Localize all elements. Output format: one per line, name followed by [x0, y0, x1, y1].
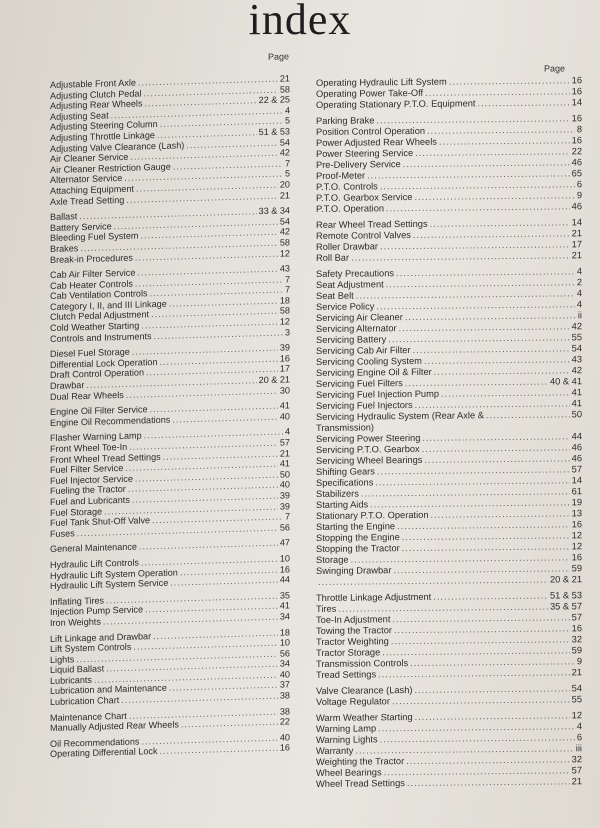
entry-page-number: 37 [279, 679, 290, 691]
entry-page-number: 17 [571, 239, 582, 250]
entry-page-number: 61 [571, 486, 582, 497]
entry-page-number: 22 [571, 146, 582, 157]
entry-label: Hydraulic Lift System Operation [50, 566, 178, 581]
dot-leader [351, 250, 570, 263]
entry-label: Rear Wheel Tread Settings [316, 218, 428, 230]
dot-leader [172, 411, 278, 425]
entry-page-number: 12 [279, 247, 290, 259]
dot-leader [392, 694, 570, 707]
entry-page-number: 46 [571, 157, 582, 168]
entry-label: Air Cleaner Restriction Gauge [50, 161, 171, 175]
entry-label: Fueling the Tractor [50, 484, 126, 497]
entry-label: Seat Belt [316, 290, 354, 301]
entry-page-number: 50 [279, 469, 290, 480]
entry-label: Injection Pump Service [50, 604, 144, 618]
index-group [50, 553, 290, 591]
index-group [50, 263, 290, 344]
entry-page-number: 57 [571, 765, 582, 776]
entry-page-number: 54 [279, 216, 290, 227]
entry-label: P.T.O. Gearbox Service [316, 191, 413, 203]
entry-page-number: 16 [279, 742, 290, 754]
entry-page-number: 59 [571, 563, 582, 574]
index-group [50, 627, 290, 708]
entry-label: Roll Bar [316, 252, 350, 263]
entry-page-number: 57 [279, 437, 290, 448]
entry-label: Tread Settings [316, 669, 377, 680]
page-column-header: Page [544, 63, 566, 74]
entry-label: Proof-Meter [316, 170, 366, 181]
entry-page-number: 30 [279, 384, 290, 396]
entry-label: Voltage Regulator [316, 696, 390, 707]
entry-page-number: 21 [571, 228, 582, 239]
entry-label: Valve Clearance (Lash) [316, 684, 413, 696]
entry-label: Tractor Weighting [316, 636, 389, 647]
index-entry [316, 694, 582, 708]
entry-label: P.T.O. Operation [316, 203, 385, 214]
entry-label: Starting the Engine [316, 521, 396, 532]
entry-label: Axle Tread Setting [50, 194, 125, 207]
entry-page-number: 40 [279, 669, 290, 680]
index-group [316, 75, 582, 111]
entry-label: Category I, II, and III Linkage [50, 298, 167, 312]
entry-page-number: iii [575, 743, 582, 754]
entry-label: Shifting Gears [316, 466, 375, 477]
entry-label: Front Wheel Toe-In [50, 441, 128, 454]
entry-page-number: 16 [279, 353, 290, 364]
entry-page-number: 12 [279, 316, 290, 327]
index-group [316, 113, 582, 215]
entry-label: Servicing Air Cleaner [316, 312, 403, 323]
index-group [50, 706, 290, 734]
entry-label: Wheel Bearings [316, 767, 382, 778]
entry-page-number: 41 [571, 398, 582, 409]
entry-page-number: 46 [571, 201, 582, 212]
entry-page-number: 54 [279, 136, 290, 148]
entry-page-number: 2 [576, 277, 582, 288]
entry-page-number: 33 & 34 [258, 205, 290, 217]
entry-label: Seat Adjustment [316, 279, 384, 290]
entry-label: Bleeding Fuel System [50, 230, 139, 244]
index-group [50, 732, 290, 760]
entry-page-number: 4 [576, 721, 582, 732]
entry-label: Cab Air Filter Service [50, 267, 136, 281]
entry-label: Iron Weights [50, 616, 101, 628]
entry-page-number: 16 [571, 135, 582, 146]
entry-page-number: 40 [279, 479, 290, 490]
dot-leader [407, 776, 570, 789]
entry-label: Fuel Injector Service [50, 473, 133, 486]
index-group [50, 401, 290, 429]
entry-label: Lift System Controls [50, 641, 132, 655]
entry-label: Brakes [50, 243, 79, 254]
entry-page-number: 39 [279, 342, 290, 353]
entry-page-number: 4 [284, 105, 290, 116]
index-group [316, 217, 582, 264]
entry-label: Towing the Tractor [316, 625, 392, 636]
entry-label: Operating Stationary P.T.O. Equipment [316, 98, 476, 110]
entry-page-number: 4 [576, 288, 582, 299]
entry-label: Starting Aids [316, 499, 369, 510]
entry-label: Alternator Service [50, 173, 123, 186]
entry-label: Fuel Tank Shut-Off Valve [50, 515, 151, 529]
entry-label: Controls and Instruments [50, 330, 152, 344]
dot-leader [170, 575, 278, 589]
entry-label: Servicing Battery [316, 334, 387, 345]
dot-leader [478, 97, 570, 109]
entry-page-number: 16 [571, 86, 582, 97]
entry-label: Pre-Delivery Service [316, 159, 401, 170]
index-group [316, 710, 582, 790]
entry-label: Storage [316, 554, 349, 565]
entry-page-number: 5 [284, 168, 290, 179]
entry-label: Stationary P.T.O. Operation [316, 509, 429, 521]
entry-label: Servicing Hydraulic System (Rear Axle & [316, 410, 484, 422]
entry-page-number: 39 [279, 500, 290, 512]
entry-label: Warm Weather Starting [316, 711, 413, 723]
entry-label: Servicing Fuel Injectors [316, 399, 413, 411]
index-group [50, 538, 290, 555]
entry-label: Transmission Controls [316, 658, 409, 669]
entry-page-number: 16 [571, 75, 582, 86]
entry-page-number: 12 [571, 541, 582, 552]
entry-page-number: 8 [576, 124, 582, 135]
entry-label: Warranty [316, 745, 354, 756]
entry-page-number: 14 [571, 475, 582, 486]
entry-label: Draft Control Operation [50, 367, 145, 381]
entry-label: Cab Ventilation Controls [50, 288, 148, 302]
entry-page-number: 42 [571, 321, 582, 332]
entry-label: Servicing P.T.O. Gearbox [316, 443, 420, 455]
entry-label: Safety Precautions [316, 268, 395, 279]
entry-page-number: 41 [279, 458, 290, 469]
entry-page-number: 54 [571, 343, 582, 354]
entry-page-number: 22 & 25 [258, 94, 290, 106]
entry-page-number: 6 [576, 732, 582, 743]
index-entry [316, 97, 582, 111]
entry-label: Remote Control Valves [316, 230, 411, 241]
entry-page-number: 50 [571, 409, 582, 420]
entry-label: Swinging Drawbar [316, 565, 392, 576]
entry-label: Engine Oil Filter Service [50, 404, 148, 418]
entry-label: Adjustable Front Axle [50, 77, 136, 90]
entry-label: Adjusting Clutch Pedal [50, 88, 142, 101]
entry-label: Toe-In Adjustment [316, 614, 391, 625]
entry-label: Specifications [316, 477, 374, 488]
entry-page-number: 38 [279, 705, 290, 717]
entry-label: Adjusting Throttle Linkage [50, 130, 155, 143]
index-group [50, 73, 290, 207]
entry-label: Oil Recommendations [50, 736, 140, 749]
entry-label: Ballast [50, 211, 78, 223]
entry-page-number: 19 [571, 497, 582, 508]
entry-page-number: 21 [571, 776, 582, 787]
entry-page-number: 7 [284, 284, 290, 295]
entry-label: Clutch Pedal Adjustment [50, 309, 150, 323]
entry-label: Parking Brake [316, 115, 375, 126]
entry-label: Hydraulic Lift System Service [50, 577, 169, 592]
entry-label: Differential Lock Operation [50, 356, 158, 370]
entry-page-number: 34 [279, 658, 290, 669]
entry-label: Inflating Tires [50, 595, 105, 607]
index-entry [316, 776, 582, 790]
entry-page-number: 21 [279, 73, 290, 84]
entry-page-number: 56 [279, 647, 290, 659]
entry-label: Lubricants [50, 674, 92, 686]
entry-label: Warning Lamp [316, 723, 377, 734]
entry-label: Power Adjusted Rear Wheels [316, 136, 437, 148]
entry-page-number: 51 & 53 [258, 126, 290, 138]
entry-page-number: 43 [279, 263, 290, 274]
entry-page-number: 58 [279, 83, 290, 95]
entry-page-number: 41 [571, 387, 582, 398]
entry-page-number: 40 & 41 [549, 376, 582, 387]
entry-page-number: 43 [571, 354, 582, 365]
entry-page-number: 55 [571, 332, 582, 343]
entry-label: Tires [316, 603, 337, 614]
entry-page-number: 32 [571, 754, 582, 765]
page-title: index [248, 0, 352, 44]
entry-page-number: 16 [571, 623, 582, 634]
entry-label: General Maintenance [50, 541, 137, 555]
entry-label: Stopping the Engine [316, 532, 400, 543]
entry-page-number: 12 [571, 710, 582, 721]
entry-page-number: 9 [576, 190, 582, 201]
index-entry [316, 574, 582, 588]
entry-page-number: 22 [279, 716, 290, 727]
entry-page-number: 20 & 21 [258, 374, 290, 386]
entry-label: Stabilizers [316, 488, 359, 499]
entry-page-number: 13 [571, 508, 582, 519]
index-group [50, 427, 290, 540]
entry-page-number: 9 [576, 656, 582, 667]
entry-label: Stopping the Tractor [316, 543, 400, 554]
entry-page-number: 16 [279, 563, 290, 575]
entry-label: Operating Differential Lock [50, 746, 158, 760]
entry-page-number: 7 [284, 511, 290, 522]
entry-page-number: 58 [279, 305, 290, 317]
entry-page-number: 42 [279, 147, 290, 158]
entry-page-number: 21 [279, 189, 290, 201]
entry-page-number: 55 [571, 694, 582, 705]
entry-page-number: 65 [571, 168, 582, 179]
entry-label: Servicing Fuel Injection Pump [316, 388, 439, 400]
entry-label: Fuel and Lubricants [50, 494, 130, 507]
entry-label: Operating Hydraulic Lift System [316, 76, 447, 88]
index-entries-right [316, 75, 582, 795]
entry-label: Position Control Operation [316, 125, 426, 137]
entry-label: Power Steering Service [316, 147, 414, 159]
entry-label: Break-in Procedures [50, 252, 133, 265]
entry-page-number: 21 [571, 667, 582, 678]
entry-label: Maintenance Chart [50, 710, 127, 723]
entry-page-number: 51 & 53 [549, 590, 582, 601]
entry-page-number: 10 [279, 553, 290, 564]
index-entry [316, 667, 582, 681]
entry-label: Tractor Storage [316, 647, 381, 658]
entry-page-number: 21 [571, 250, 582, 261]
entry-label: Hydraulic Lift Controls [50, 557, 139, 570]
entry-label: Front Wheel Tread Settings [50, 451, 161, 465]
entry-page-number: 3 [284, 326, 290, 338]
entry-page-number: 10 [279, 637, 290, 648]
index-group [316, 683, 582, 708]
entry-page-number: 32 [571, 634, 582, 645]
entry-label: Engine Oil Recommendations [50, 414, 171, 428]
entry-page-number: 4 [576, 266, 582, 277]
entry-page-number: 40 [279, 411, 290, 422]
entry-page-number: 38 [279, 690, 290, 701]
entry-label: Servicing Wheel Bearings [316, 454, 423, 466]
index-group [316, 266, 582, 588]
entry-page-number: 34 [279, 611, 290, 622]
entry-label: Drawbar [50, 380, 85, 392]
entry-page-number: 17 [279, 363, 290, 375]
entry-page-number: 40 [279, 732, 290, 743]
index-group [316, 590, 582, 681]
entry-page-number: 59 [571, 645, 582, 656]
entry-label: Roller Drawbar [316, 241, 378, 252]
entry-label: Liquid Ballast [50, 663, 105, 676]
entry-page-number: 35 [279, 590, 290, 601]
entry-label: Servicing Cab Air Filter [316, 345, 411, 356]
index-group [50, 205, 290, 265]
entry-label: Cab Heater Controls [50, 278, 133, 291]
entry-page-number: 42 [571, 365, 582, 376]
entry-page-number: 57 [571, 612, 582, 623]
entry-page-number: 5 [284, 115, 290, 126]
entry-label: Service Policy [316, 301, 375, 312]
entry-label: Lift Linkage and Drawbar [50, 630, 152, 644]
entry-page-number: 4 [576, 299, 582, 310]
dot-leader [139, 538, 278, 552]
dot-leader [154, 327, 283, 341]
entry-page-number: 7 [284, 158, 290, 169]
entry-label: Flasher Warning Lamp [50, 430, 142, 444]
entry-page-number: 20 [279, 179, 290, 190]
entry-label: Adjusting Steering Column [50, 119, 158, 133]
entry-page-number: 58 [279, 237, 290, 248]
entry-page-number: 54 [571, 683, 582, 694]
entry-page-number: 16 [571, 552, 582, 563]
entry-label: Lubrication Chart [50, 695, 120, 708]
entry-label: Servicing Engine Oil & Filter [316, 366, 432, 378]
dot-leader [386, 201, 570, 214]
entry-page-number: 46 [571, 453, 582, 464]
entry-page-number: 47 [279, 537, 290, 548]
entry-page-number: 44 [279, 574, 290, 585]
entry-page-number: 4 [284, 426, 290, 437]
entry-label: Operating Power Take-Off [316, 87, 424, 99]
entry-page-number: 41 [279, 400, 290, 411]
entry-page-number: 44 [571, 431, 582, 442]
index-group [50, 343, 290, 403]
entry-label: Weighting the Tractor [316, 756, 405, 767]
entry-label: Wheel Tread Settings [316, 778, 405, 789]
index-entries-left [50, 73, 290, 765]
entry-label: Manually Adjusted Rear Wheels [50, 719, 179, 734]
entry-label: Servicing Alternator [316, 323, 397, 334]
entry-label: Fuel Filter Service [50, 463, 124, 476]
entry-page-number: 16 [571, 519, 582, 530]
entry-page-number: 35 & 57 [549, 601, 582, 612]
entry-label: Adjusting Valve Clearance (Lash) [50, 139, 185, 154]
entry-page-number: 42 [279, 226, 290, 237]
entry-label: Cold Weather Starting [50, 320, 140, 334]
index-entry [50, 538, 290, 555]
index-group [50, 590, 290, 628]
entry-page-number: 14 [571, 217, 582, 228]
entry-page-number: 12 [571, 530, 582, 541]
entry-label: Lubrication and Maintenance [50, 683, 167, 697]
entry-page-number: 39 [279, 490, 290, 501]
entry-label: Fuses [50, 528, 75, 539]
page-column-header: Page [268, 51, 290, 62]
entry-page-number: 7 [284, 273, 290, 285]
entry-page-number: 18 [279, 295, 290, 306]
entry-page-number: 20 & 21 [549, 574, 582, 585]
entry-label: Adjusting Seat [50, 110, 109, 122]
dot-leader [486, 409, 570, 421]
entry-page-number: 16 [571, 113, 582, 124]
entry-page-number: 56 [279, 522, 290, 533]
index-entry [316, 250, 582, 264]
entry-label: Transmission) [316, 422, 375, 433]
dot-leader [181, 717, 278, 730]
entry-page-number: 41 [279, 600, 290, 611]
entry-label: P.T.O. Controls [316, 181, 378, 192]
entry-page-number: 6 [576, 179, 582, 190]
index-entry [316, 201, 582, 215]
entry-label: Attaching Equipment [50, 183, 134, 196]
entry-label: Throttle Linkage Adjustment [316, 591, 432, 603]
entry-label: Air Cleaner Service [50, 151, 129, 165]
entry-page-number: 18 [279, 626, 290, 638]
entry-label: Servicing Cooling System [316, 355, 422, 367]
entry-page-number: 21 [279, 447, 290, 459]
entry-label: Warning Lights [316, 734, 378, 745]
entry-label: Servicing Fuel Filters [316, 378, 403, 389]
entry-page-number: 57 [571, 464, 582, 475]
dot-leader [160, 743, 278, 757]
entry-page-number: ii [577, 310, 582, 321]
entry-label: Lights [50, 654, 75, 665]
entry-label: Battery Service [50, 220, 112, 233]
entry-page-number: 46 [571, 442, 582, 453]
entry-page-number: 14 [571, 97, 582, 108]
dot-leader [318, 575, 548, 588]
entry-label: Adjusting Rear Wheels [50, 98, 143, 112]
entry-label: Diesel Fuel Storage [50, 347, 130, 360]
dot-leader [378, 667, 570, 680]
entry-label: Servicing Power Steering [316, 432, 421, 444]
entry-label: Fuel Storage [50, 506, 103, 518]
entry-label: Dual Rear Wheels [50, 389, 124, 402]
